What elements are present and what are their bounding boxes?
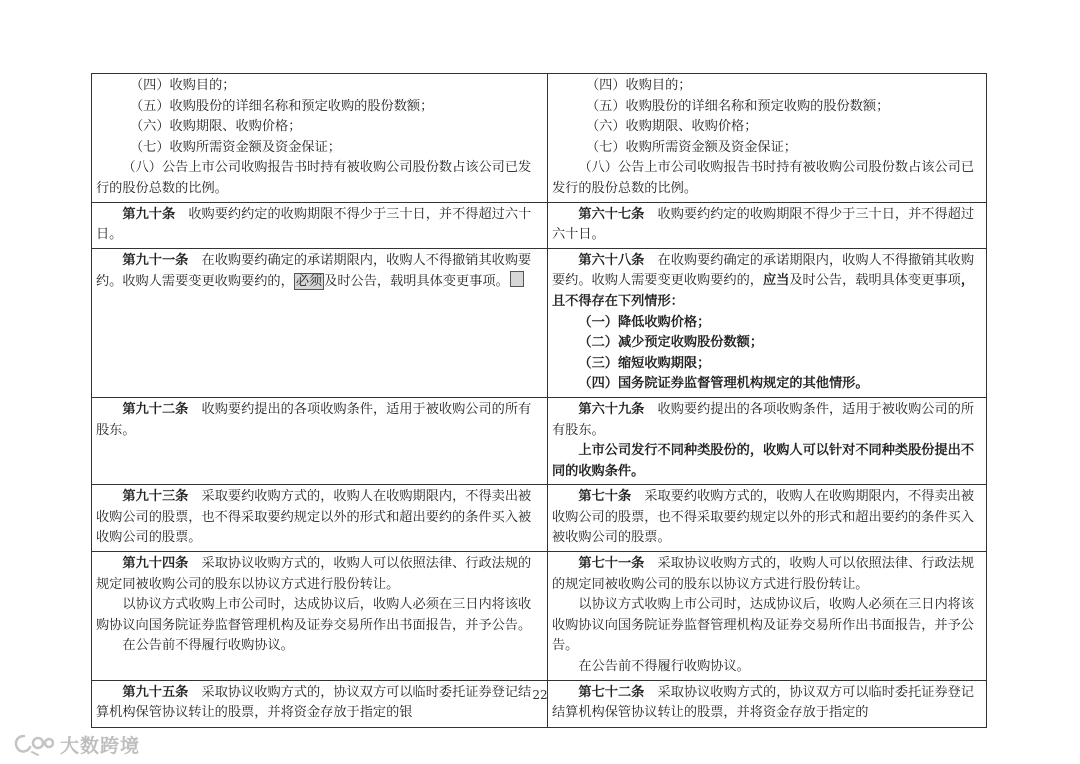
list-item: （五）收购股份的详细名称和预定收购的股份数额； <box>130 98 434 114</box>
left-cell <box>92 485 548 552</box>
added-text: 上市公司发行不同种类股份的，收购人可以针对不同种类股份提出不同的收购条件。 <box>552 443 975 479</box>
article-text: 以协议方式收购上市公司时，达成协议后，收购人必须在三日内将该收购协议向国务院证券监督管理机构及证券交易所作出书面报告，并予公告。 <box>552 597 975 654</box>
article-number: 第九十五条 <box>122 684 189 700</box>
right-cell <box>548 485 987 552</box>
article-text: 采取要约收购方式的，收购人在收购期限内，不得卖出被收购公司的股票，也不得采取要约规定以外的形式和超出要约的条件买入被收购公司的股票。 <box>96 489 532 546</box>
list-item: （五）收购股份的详细名称和预定收购的股份数额； <box>586 98 890 114</box>
article-text: 采取协议收购方式的，协议双方可以临时委托证券登记结算机构保管协议转让的股票，并将资金存放于指定的 <box>552 684 975 721</box>
list-item: （四）收购目的； <box>586 78 692 93</box>
article-number: 第九十三条 <box>122 489 189 505</box>
list-item: （七）收购所需资金额及资金保证； <box>130 139 341 155</box>
comparison-table <box>91 73 987 728</box>
logo-icon <box>12 732 54 756</box>
article-number: 第六十七条 <box>578 206 645 222</box>
article-text: 在收购要约确定的承诺期限内，收购人不得撤销其收购要约。收购人需要变更收购要约的， <box>552 252 975 289</box>
added-text: ，且不得存在下列情形： <box>552 273 974 309</box>
article-text: 在公告前不得履行收购协议。 <box>578 659 750 675</box>
article-text: 采取协议收购方式的，收购人可以依照法律、行政法规的规定同被收购公司的股东以协议方式进行股份转让。 <box>552 556 975 592</box>
article-number: 第九十一条 <box>122 252 189 268</box>
article-number: 第七十条 <box>578 489 632 505</box>
article-text: 收购要约约定的收购期限不得少于三十日，并不得超过六十日。 <box>552 206 975 243</box>
article-text: 在收购要约确定的承诺期限内，收购人不得撤销其收购要约。收购人需要变更收购要约的， <box>96 252 532 290</box>
list-item: （三）缩短收购期限； <box>578 355 711 371</box>
article-text: 在公告前不得履行收购协议。 <box>122 638 294 654</box>
article-text: 采取协议收购方式的，协议双方可以临时委托证券登记结算机构保管协议转让的股票，并将资金存放于指定的银 <box>96 684 532 721</box>
list-item: （四）收购目的； <box>130 78 236 93</box>
article-text: 收购要约提出的各项收购条件，适用于被收购公司的所有股东。 <box>552 401 975 438</box>
article-number: 第七十一条 <box>578 556 645 572</box>
table-row <box>92 397 987 484</box>
table-row <box>92 248 987 397</box>
article-number: 第九十条 <box>122 206 176 222</box>
article-number: 第九十二条 <box>122 401 189 417</box>
article-text: 及时公告，载明具体变更事项。 <box>324 274 509 290</box>
page-number: 22 <box>532 688 548 702</box>
article-text: 收购要约提出的各项收购条件，适用于被收购公司的所有股东。 <box>96 401 532 438</box>
article-text: 采取协议收购方式的，收购人可以依照法律、行政法规的规定同被收购公司的股东以协议方式进行股份转让。 <box>96 556 532 592</box>
left-cell <box>92 552 548 681</box>
article-text: 采取要约收购方式的，收购人在收购期限内，不得卖出被收购公司的股票，也不得采取要约规定以外的形式和超出要约的条件买入被收购公司的股票。 <box>552 489 975 546</box>
table-row <box>92 552 987 681</box>
article-number: 第六十九条 <box>578 401 645 417</box>
article-number: 第九十四条 <box>122 556 189 572</box>
right-cell <box>548 74 987 203</box>
list-item: （八）公告上市公司收购报告书时持有被收购公司股份数占该公司已发行的股份总数的比例。 <box>96 160 532 196</box>
list-item: （四）国务院证券监督管理机构规定的其他情形。 <box>578 376 869 392</box>
watermark <box>12 731 140 757</box>
cursor-box <box>510 271 524 287</box>
article-text: 以协议方式收购上市公司时，达成协议后，收购人必须在三日内将该收购协议向国务院证券监督管理机构及证券交易所作出书面报告，并予公告。 <box>96 597 532 633</box>
article-number: 第七十二条 <box>578 684 645 700</box>
table-row <box>92 485 987 552</box>
list-item: （七）收购所需资金额及资金保证； <box>586 139 797 155</box>
table-row <box>92 202 987 248</box>
highlighted-deletion: 必须 <box>295 274 323 290</box>
left-cell <box>92 248 548 397</box>
list-item: （二）减少预定收购股份数额； <box>578 335 764 351</box>
right-cell <box>548 248 987 397</box>
right-cell <box>548 397 987 484</box>
article-text: 及时公告，载明具体变更事项 <box>789 273 961 289</box>
left-cell <box>92 397 548 484</box>
left-cell <box>92 74 548 203</box>
list-item: （八）公告上市公司收购报告书时持有被收购公司股份数占该公司已发行的股份总数的比例。 <box>552 160 975 196</box>
right-cell <box>548 202 987 248</box>
list-item: （一）降低收购价格； <box>578 314 711 330</box>
watermark-text: 大数跨境 <box>60 734 141 757</box>
added-text: 应当 <box>763 273 790 289</box>
article-text: 收购要约约定的收购期限不得少于三十日，并不得超过六十日。 <box>96 206 532 243</box>
list-item: （六）收购期限、收购价格； <box>586 119 758 135</box>
article-number: 第六十八条 <box>578 252 645 268</box>
left-cell <box>92 202 548 248</box>
list-item: （六）收购期限、收购价格； <box>130 119 302 135</box>
right-cell <box>548 552 987 681</box>
table-row <box>92 74 987 203</box>
